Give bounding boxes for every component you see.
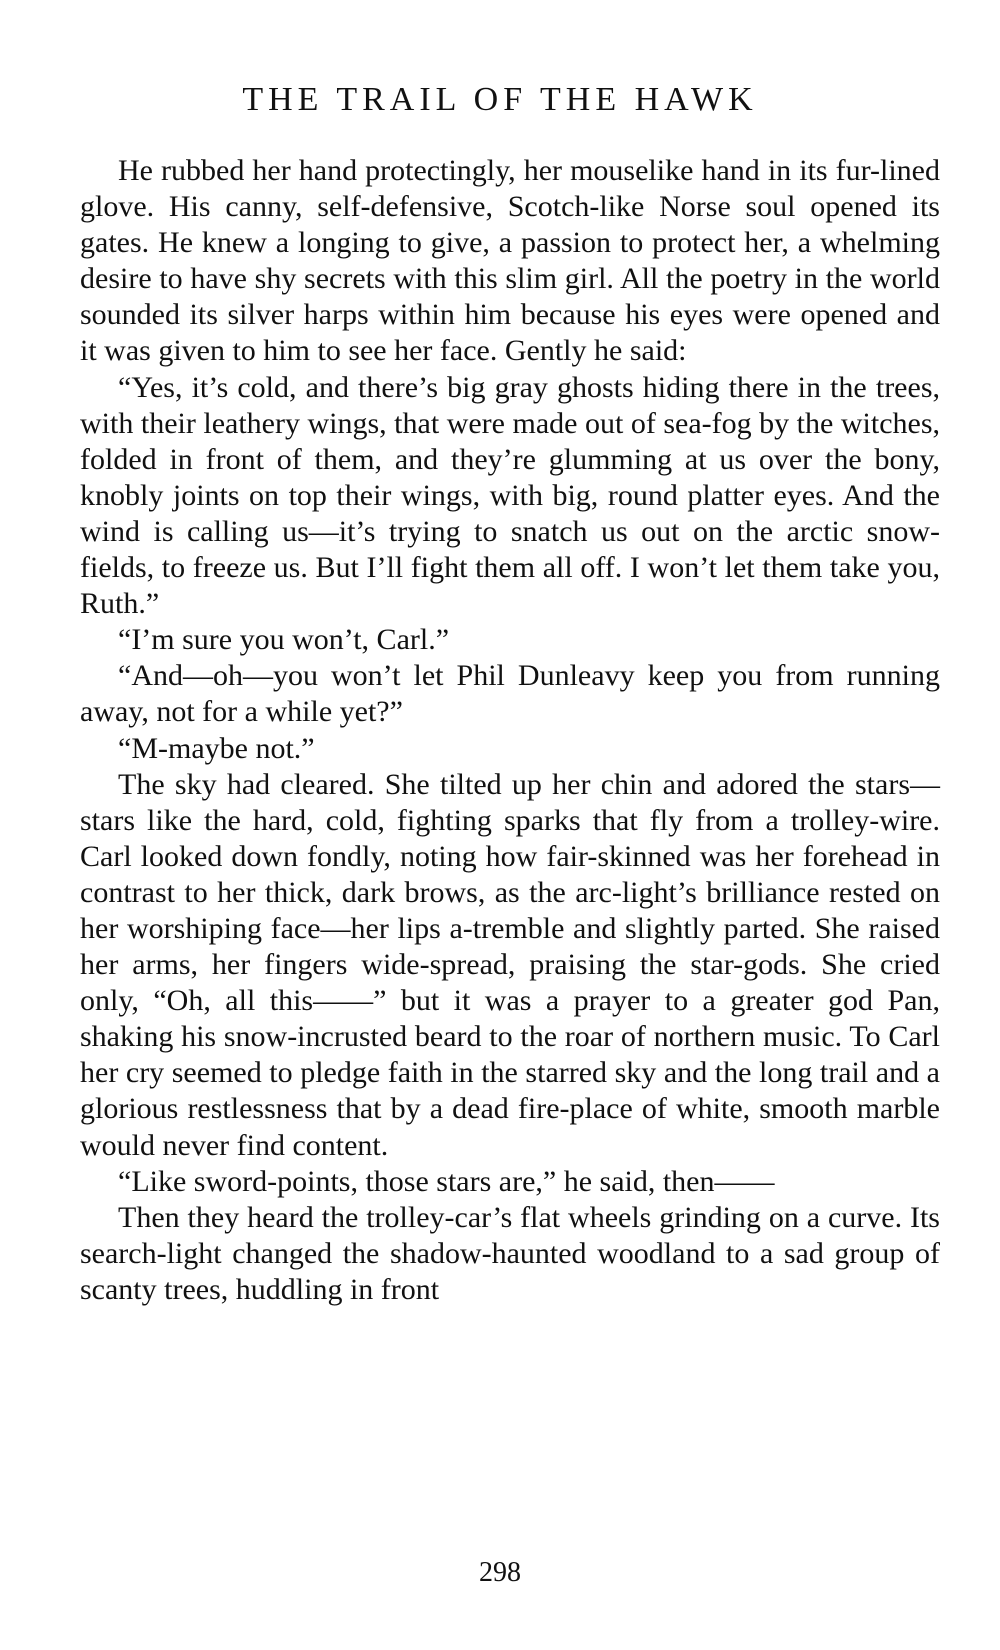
paragraph: The sky had cleared. She tilted up her chin and adored the stars—stars like the hard, cold, fighting sparks that fly from a trolley-wire. Carl looked down fondly, noting how fair-skinned was her forehead in contrast to her thick, dark brows, as the arc-light’s brilliance rested on her worshiping face—her lips a-tremble and slightly parted. She raised her arms, her fingers wide-spread, praising the star-gods. She cried only, “Oh, all this——” but it was a prayer to a greater god Pan, shaking his snow-incrusted beard to the roar of northern music. To Carl her cry seemed to pledge faith in the starred sky and the long trail and a glorious restlessness that by a dead fire-place of white, smooth marble would never find content. (80, 767, 940, 1162)
paragraph: He rubbed her hand protectingly, her mouselike hand in its fur-lined glove. His canny, self-defensive, Scotch-like Norse soul opened its gates. He knew a longing to give, a passion to protect her, a whelming desire to have shy secrets with this slim girl. All the poetry in the world sounded its silver harps within him because his eyes were opened and it was given to him to see her face. Gently he said: (80, 154, 940, 368)
paragraph: “Yes, it’s cold, and there’s big gray ghosts hiding there in the trees, with their leathery wings, that were made out of sea-fog by the witches, folded in front of them, and they’re glumming at us over the bony, knobly joints on top their wings, with big, round platter eyes. And the wind is calling us—it’s trying to snatch us out on the arctic snow-fields, to freeze us. But I’ll fight them all off. I won’t let them take you, Ruth.” (80, 370, 940, 621)
running-head: THE TRAIL OF THE HAWK (242, 81, 758, 118)
body-text (80, 153, 940, 1308)
page-number: 298 (479, 1557, 521, 1588)
paragraph: “And—oh—you won’t let Phil Dunleavy keep you from running away, not for a while yet?” (80, 659, 940, 729)
paragraph: “I’m sure you won’t, Carl.” (118, 623, 450, 657)
paragraph: Then they heard the trolley-car’s flat wheels grinding on a curve. Its search-light changed the shadow-haunted woodland to a sad group of scanty trees, huddling in front (80, 1200, 940, 1306)
paragraph: “Like sword-points, those stars are,” he said, then—— (118, 1164, 775, 1198)
paragraph: “M-maybe not.” (118, 731, 315, 765)
